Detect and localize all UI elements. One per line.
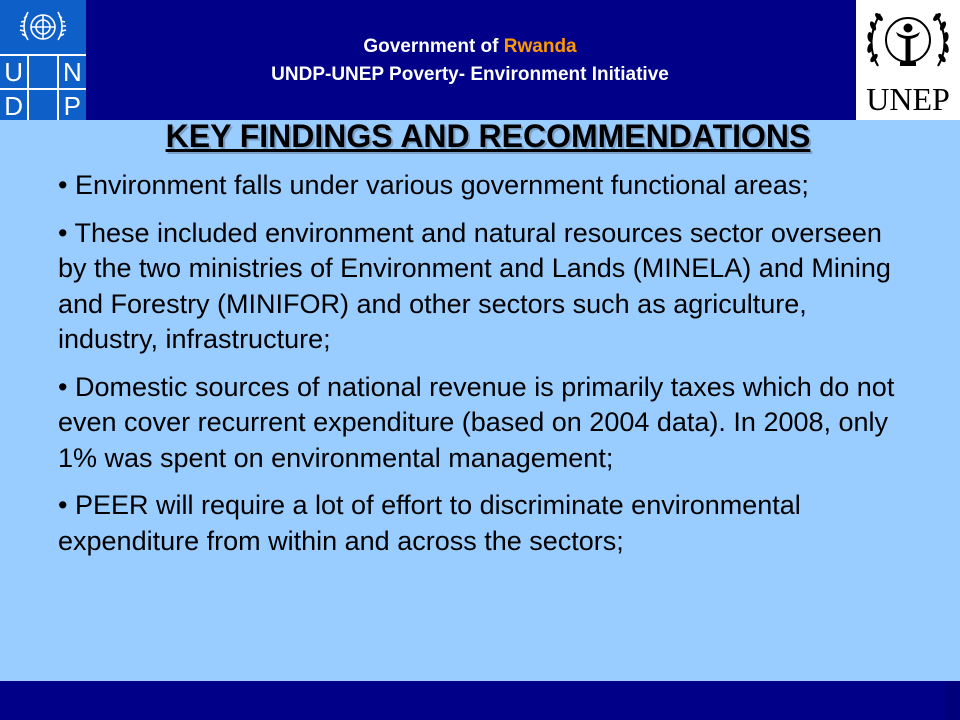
slide-title: KEY FINDINGS AND RECOMMENDATIONS <box>165 118 811 154</box>
bullet-item: • Domestic sources of national revenue is primarily taxes which do not even cover recurrent expenditure (based on 2004 data). In 2008, only 1% was spent on environmental management; <box>58 371 895 473</box>
undp-letter: N <box>59 56 86 88</box>
unep-wordmark: UNEP <box>866 81 950 117</box>
bullet-item: • These included environment and natural resources sector overseen by the two ministries of Environment and Lands (MINELA) and Mining and Forestry (MINIFOR) and other sectors such as agriculture, industry, infrastructure; <box>58 217 891 354</box>
header-subtitle: UNDP-UNEP Poverty- Environment Initiative <box>271 64 669 85</box>
undp-logo <box>0 0 86 120</box>
unep-emblem-icon <box>856 0 960 84</box>
header-title-country: Rwanda <box>503 36 577 57</box>
undp-letter: U <box>0 56 27 88</box>
footer-cap <box>946 681 960 720</box>
footer-bar <box>0 681 960 720</box>
undp-letter-blank <box>29 90 56 120</box>
undp-letter: D <box>0 90 27 120</box>
undp-letter-blank <box>29 56 56 88</box>
header-title <box>100 36 840 58</box>
un-emblem-icon <box>0 0 86 54</box>
undp-letter: P <box>59 90 86 120</box>
bullet-item: • Environment falls under various government functional areas; <box>58 170 809 200</box>
unep-logo <box>856 0 960 120</box>
header-title-prefix: Government of <box>363 36 504 57</box>
undp-letter-grid <box>0 54 86 120</box>
bullet-list <box>58 168 898 571</box>
header-bar <box>0 0 960 120</box>
bullet-item: • PEER will require a lot of effort to discriminate environmental expenditure from within and across the sectors; <box>58 490 801 556</box>
